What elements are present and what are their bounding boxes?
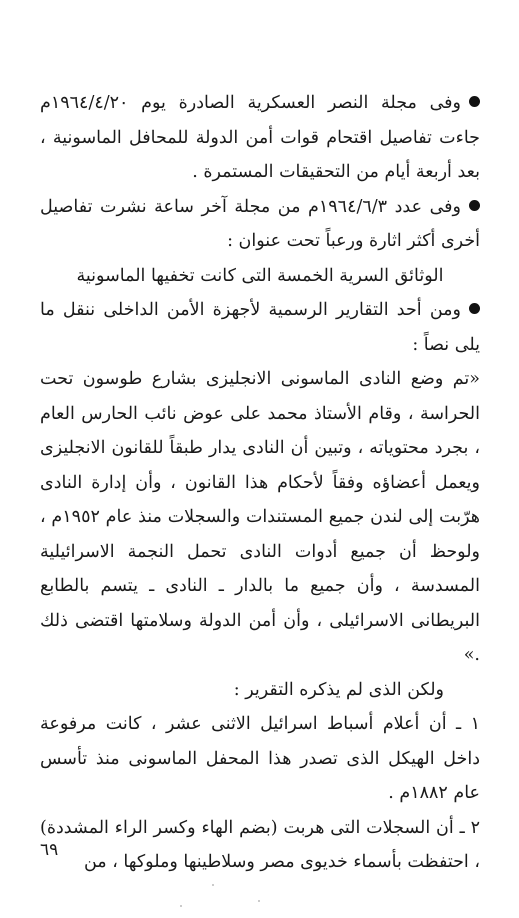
bullet-icon: [469, 200, 480, 211]
scan-speck: [180, 905, 182, 907]
document-heading: [40, 259, 480, 294]
item-text: ١ ـ أن أعلام أسباط اسرائيل الاثنى عشر ، كانت مرفوعة داخل الهيكل الذى تصدر هذا المحفل الماسونى منذ تأسس عام ١٨٨٢م .: [40, 714, 480, 803]
numbered-item-2: [40, 811, 480, 880]
item-text: ٢ ـ أن السجلات التى هربت (بضم الهاء وكسر الراء المشددة) ، احتفظت بأسماء خديوى مصر وسلاطينها وملوكها ، من: [40, 817, 480, 872]
quote-text: «تم وضع النادى الماسونى الانجليزى بشارع طوسون تحت الحراسة ، وقام الأستاذ محمد على عوض نائب الحارس العام ، بجرد محتوياته ، وتبين أن النادى يدار طبقاً للقانون الانجليزى ويعمل أعضاؤه وفقاً لأحكام هذا القانون ، وأن إدارة النادى هرّبت إلى لندن جميع المستندات والسجلات منذ عام ١٩٥٢م ، ولوحظ أن جميع أدوات النادى تحمل النجمة الاسرائيلية المسدسة ، وأن جميع ما بالدار ـ النادى ـ يتسم بالطابع البريطانى الاسرائيلى ، وأن أمن الدولة وسلامتها اقتضى ذلك .»: [40, 369, 481, 665]
quoted-report: [40, 362, 480, 673]
bullet-icon: [469, 303, 480, 314]
paragraph-2: [40, 190, 480, 259]
paragraph-text: ومن أحد التقارير الرسمية لأجهزة الأمن الداخلى ننقل ما يلى نصاً :: [40, 300, 480, 355]
scan-speck: [212, 884, 214, 886]
paragraph-text: ولكن الذى لم يذكره التقرير :: [233, 679, 444, 700]
page-number: ٦٩: [40, 840, 59, 860]
paragraph-3: [40, 293, 480, 362]
paragraph-intro: [40, 673, 480, 708]
scan-speck: [258, 900, 260, 902]
heading-text: الوثائق السرية الخمسة التى كانت تخفيها الماسونية: [76, 265, 444, 286]
paragraph-text: وفى عدد ١٩٦٤/٦/٣م من مجلة آخر ساعة نشرت تفاصيل أخرى أكثر اثارة ورعباً تحت عنوان :: [40, 196, 480, 251]
page-body: [40, 86, 480, 880]
numbered-item-1: [40, 707, 480, 811]
bullet-icon: [469, 96, 480, 107]
paragraph-text: وفى مجلة النصر العسكرية الصادرة يوم ١٩٦٤/٤/٢٠م جاءت تفاصيل اقتحام قوات أمن الدولة للمحافل الماسونية ، بعد أربعة أيام من التحقيقات المستمرة .: [40, 93, 480, 182]
paragraph-1: [40, 86, 480, 190]
